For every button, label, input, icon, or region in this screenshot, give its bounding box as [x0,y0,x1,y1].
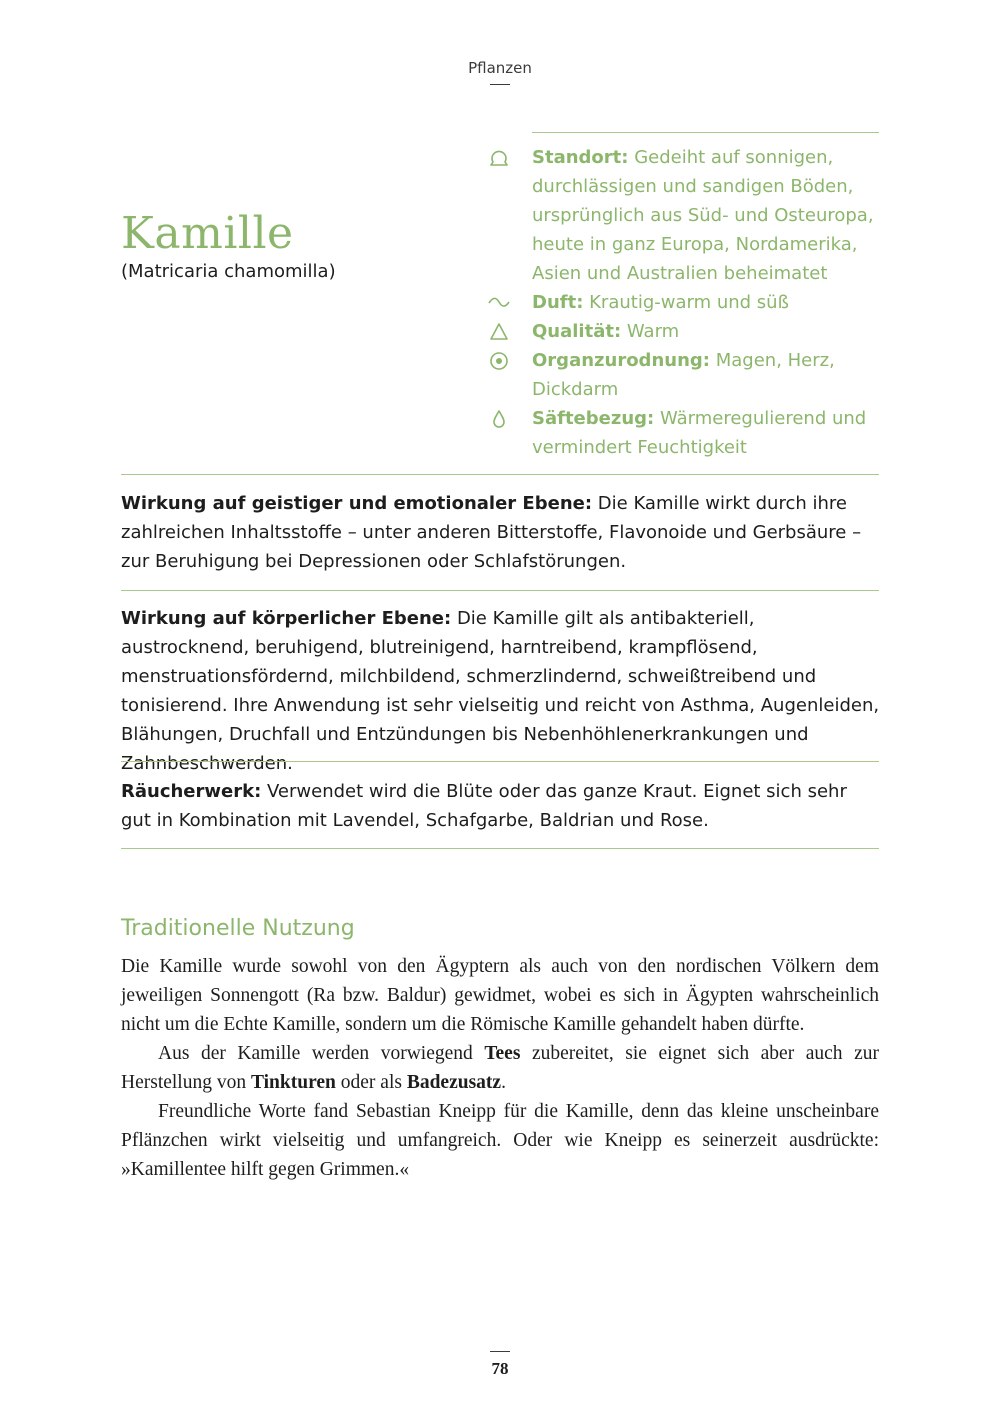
section-lead: Wirkung auf geistiger und emotionaler Ebene: [121,493,593,514]
running-head: Pflanzen [468,59,532,77]
paragraph: Die Kamille wurde sowohl von den Ägyptern als auch von den nordischen Völkern dem jeweiligen Sonnengott (Ra bzw. Baldur) gewidmet, wobei es sich in Ägypten wahrscheinlich nicht um die Echte Kamille, sondern um die Römische Kamille gehandelt haben dürfte. [121,956,879,1035]
drop-icon [486,408,512,430]
latin-name: (Matricaria chamomilla) [121,261,336,282]
properties-top-rule [532,132,879,133]
section-text: Die Kamille wirkt durch ihre zahlreichen Inhaltsstoffe – unter anderen Bitterstoffe, Flavonoide und Gerbsäure – zur Beruhigung bei Depressionen oder Schlafstörungen. [121,493,862,572]
divider [121,848,879,849]
text-run: Aus der Kamille werden vorwiegend [158,1043,485,1064]
property-value: Krautig-warm und süß [589,292,789,313]
property-duft [486,288,886,317]
page-number: 78 [491,1359,509,1378]
section-physical [121,604,881,778]
property-label: Standort: [532,147,629,168]
section-lead: Wirkung auf körperlicher Ebene: [121,608,452,629]
property-label: Organzurodnung: [532,350,710,371]
property-saeftebezug [486,404,886,462]
section-lead: Räucherwerk: [121,781,262,802]
property-organzuordnung [486,346,886,404]
property-value: Wärmeregulierend und vermindert Feuchtigkeit [532,408,867,458]
bold-term: Tinkturen [250,1072,336,1093]
property-qualitaet [486,317,886,346]
body-text [121,952,879,1184]
triangle-icon [486,321,512,343]
property-label: Qualität: [532,321,622,342]
divider [121,761,879,762]
property-label: Duft: [532,292,584,313]
section-incense [121,777,881,835]
property-standort [486,143,886,288]
divider [121,590,879,591]
bold-term: Tees [484,1043,521,1064]
footer-rule [490,1351,510,1352]
section-text: Die Kamille gilt als antibakteriell, austrocknend, beruhigend, blutreinigend, harntreibend, krampflösend, menstruationsfördernd, milchbildend, schmerzlindernd, schweißtreibend und tonisierend. Ihre Anwendung ist sehr vielseitig und reicht von Asthma, Augenleiden, Blähungen, Druchfall und Entzündungen bis Nebenhöhlenerkrankungen und Zahnbeschwerden. [121,608,880,774]
property-label: Säftebezug: [532,408,655,429]
properties-list [486,143,886,462]
property-value: Warm [626,321,680,342]
page-title: Kamille [121,208,294,259]
text-run: zubereitet, sie eignet sich aber auch zur Herstellung von [121,1043,879,1093]
target-circle-icon [486,350,512,372]
paragraph [121,1039,879,1097]
running-head-rule [490,84,510,85]
property-value: Gedeiht auf sonnigen, durchlässigen und sandigen Böden, ursprünglich aus Süd- und Osteuropa, heute in ganz Europa, Nordamerika, Asien und Australien beheimatet [532,147,874,284]
location-pin-icon [486,147,512,169]
section-heading: Traditionelle Nutzung [121,916,355,941]
text-run: oder als [335,1072,407,1093]
property-value: Magen, Herz, Dickdarm [532,350,835,400]
section-emotional [121,489,881,576]
divider [121,474,879,475]
section-text: Verwendet wird die Blüte oder das ganze Kraut. Eignet sich sehr gut in Kombination mit Lavendel, Schafgarbe, Baldrian und Rose. [121,781,847,831]
text-run: . [501,1072,506,1093]
wave-icon [486,292,512,314]
bold-term: Badezusatz [406,1072,502,1093]
paragraph: Freundliche Worte fand Sebastian Kneipp für die Kamille, denn das kleine unscheinbare Pflänzchen wirkt vielseitig und umfangreich. Oder wie Kneipp es seinerzeit ausdrückte: »Kamillentee hilft gegen Grimmen.« [121,1101,879,1180]
